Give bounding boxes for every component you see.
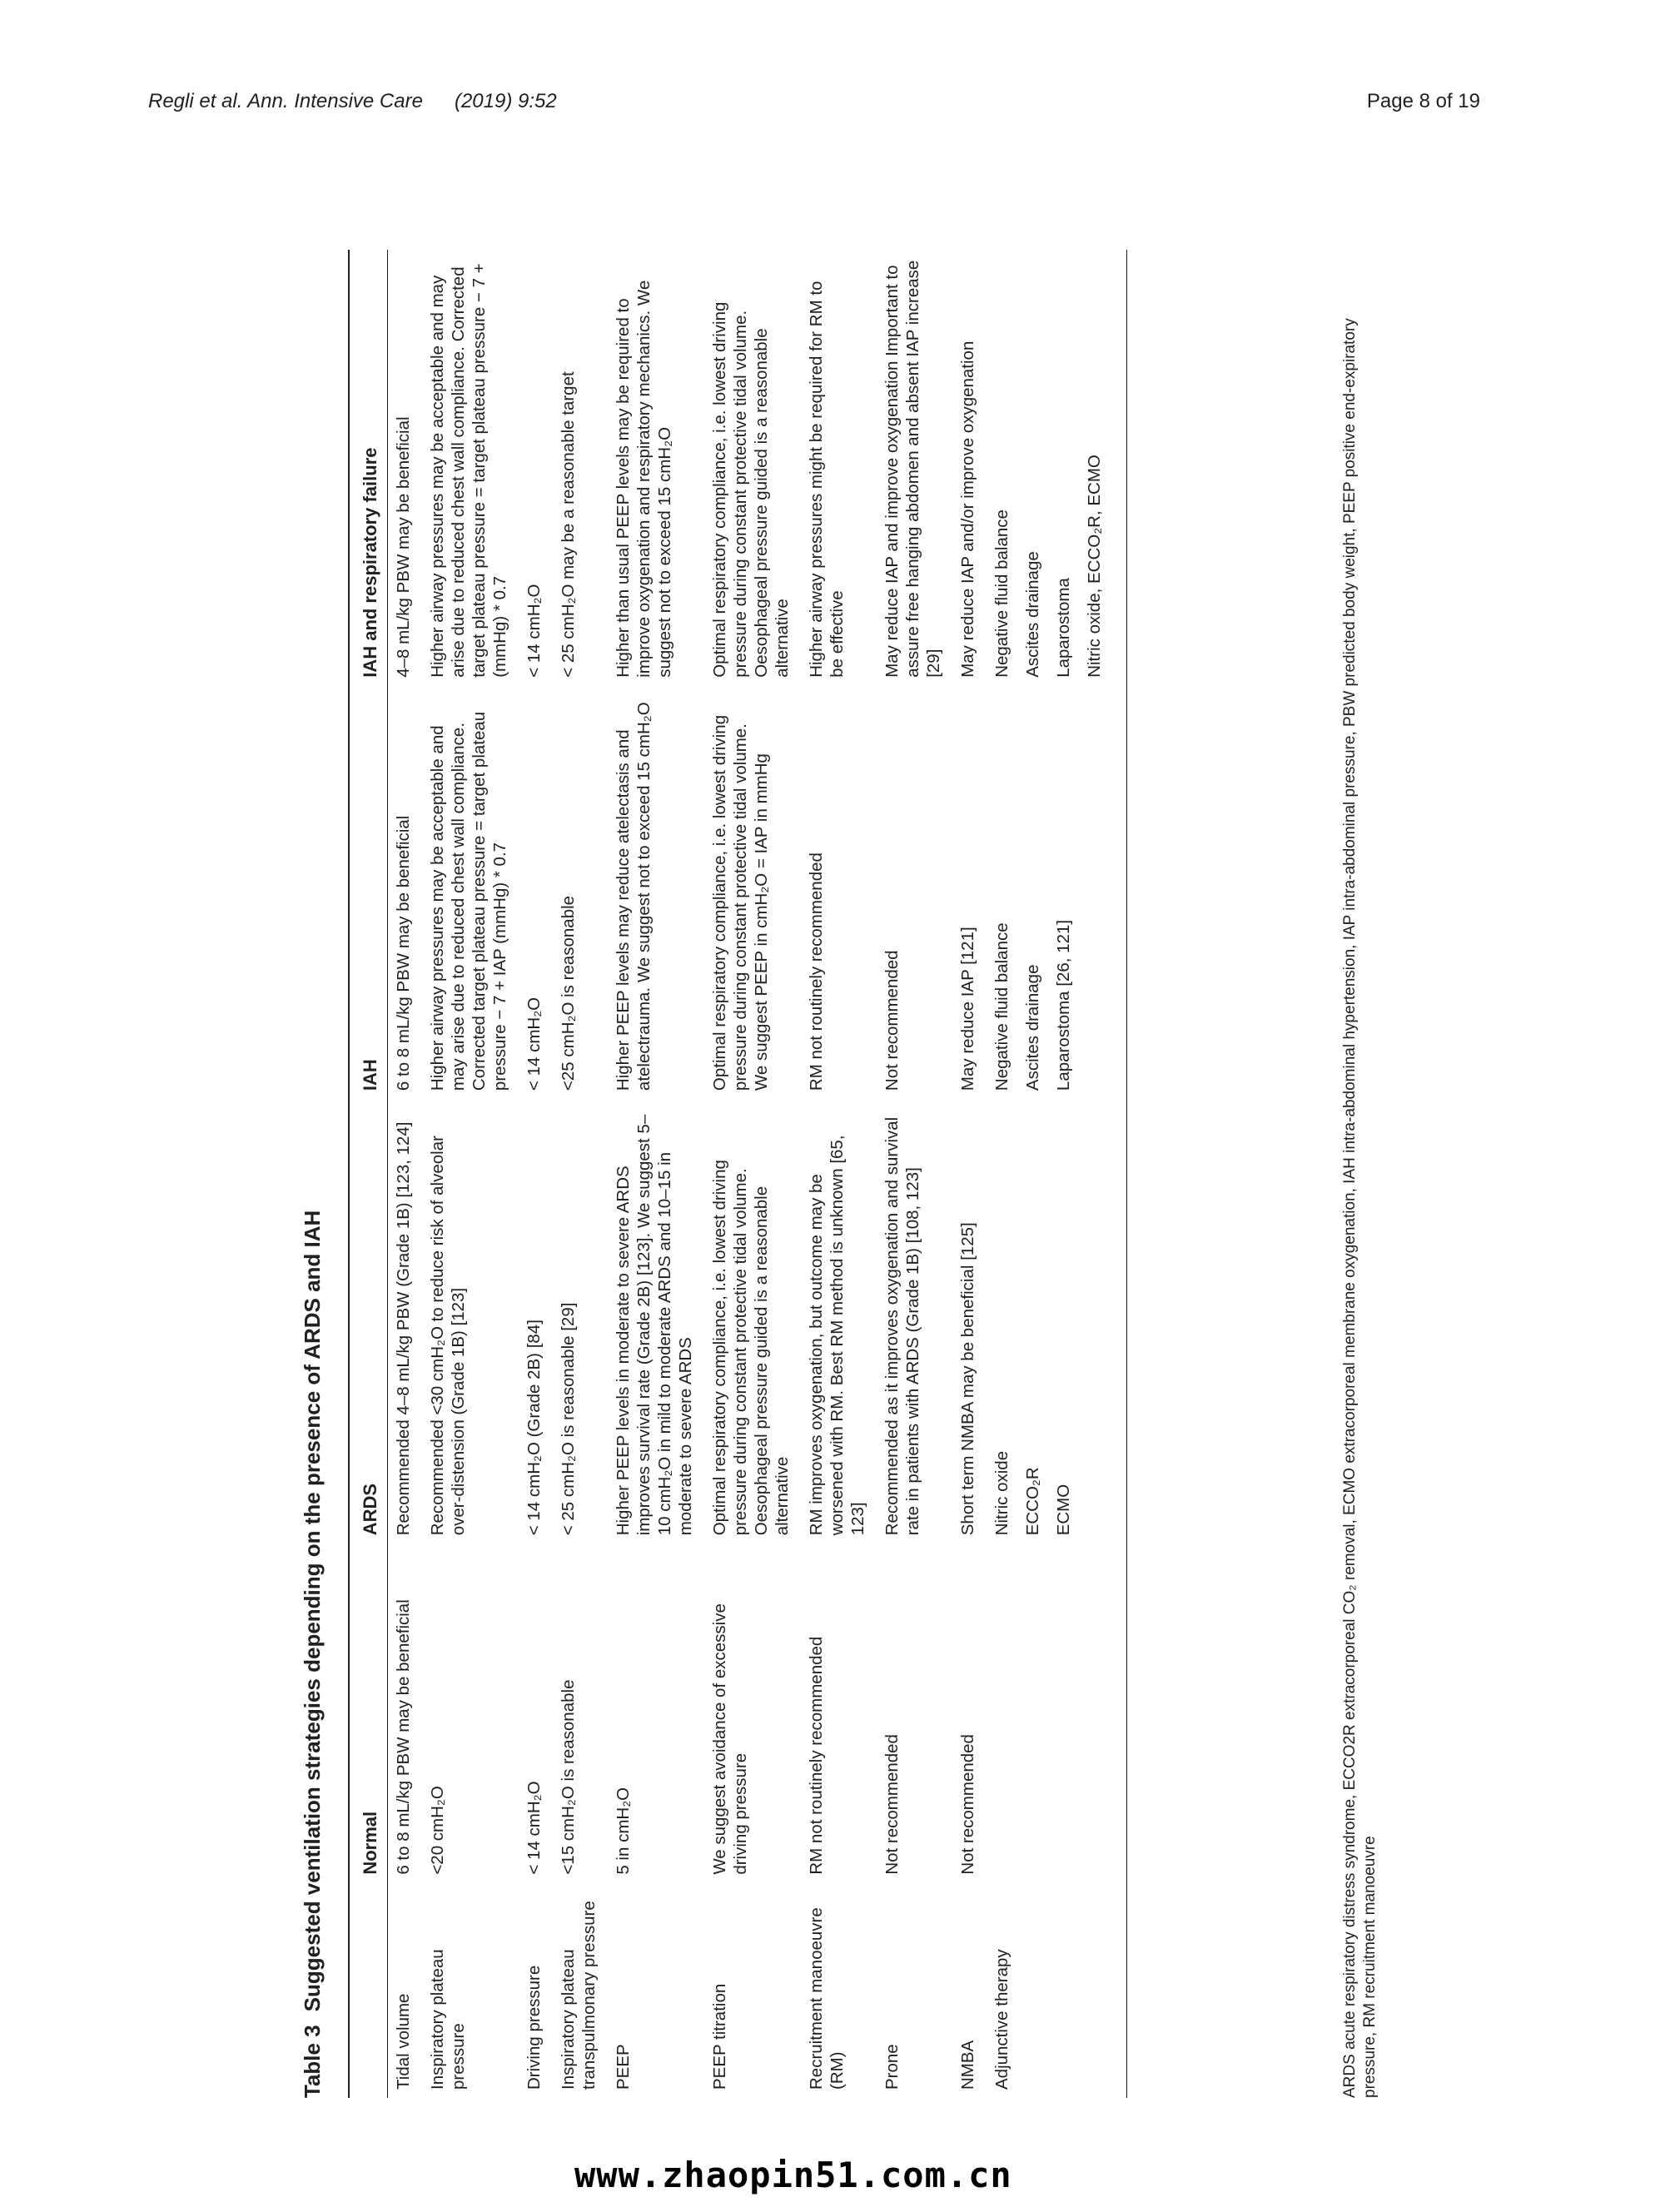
list-item: Ascites drainage <box>1023 964 1042 1091</box>
volume-citation: (2019) 9:52 <box>454 90 557 112</box>
running-header <box>148 90 557 113</box>
cell-iah: Not recommended <box>882 950 902 1091</box>
cell-iah-rf: Optimal respiratory compliance, i.e. lowest driving pressure during constant protective tidal volume. Oesophageal pressure guided is a reasonable alternative <box>710 301 792 678</box>
cell-ards: Recommended as it improves oxygenation and survival rate in patients with ARDS (Grade 1B) [108, 123] <box>882 1116 922 1536</box>
table-row <box>704 250 801 2098</box>
cell-iah: Optimal respiratory compliance, i.e. lowest driving pressure during constant protective tidal volume. We suggest PEEP in cmH₂O = IAP in mmHg <box>710 714 771 1091</box>
cell-iah: May reduce IAP [121] <box>958 927 977 1091</box>
list-item: Laparostoma <box>1054 578 1073 678</box>
cell-normal: RM not routinely recommended <box>807 1636 826 1875</box>
cell-ards <box>987 1099 1127 1543</box>
list-item: Negative fluid balance <box>992 922 1011 1091</box>
cell-normal: 6 to 8 mL/kg PBW may be beneficial <box>394 1599 413 1875</box>
table-row <box>388 250 423 2098</box>
row-label: Inspiratory plateau pressure <box>428 1949 468 2090</box>
table-caption: Suggested ventilation strategies depending on the presence of ARDS and IAH <box>300 1210 325 2012</box>
row-label: Inspiratory plateau transpulmonary pressure <box>559 1901 599 2090</box>
list-item: Nitric oxide <box>992 1450 1011 1536</box>
cell-normal: <20 cmH₂O <box>428 1786 447 1875</box>
row-label: NMBA <box>958 2040 977 2090</box>
table-row <box>608 250 704 2098</box>
list-item: ECMO <box>1054 1484 1073 1536</box>
table-label: Table 3 <box>300 2025 325 2098</box>
row-label: Driving pressure <box>524 1965 544 2090</box>
cell-iah-rf: Higher airway pressures might be required for RM to be effective <box>807 281 847 678</box>
col-header-iah: IAH <box>349 686 388 1099</box>
row-label: Adjunctive therapy <box>987 1883 1127 2098</box>
row-label: Tidal volume <box>394 1993 413 2090</box>
table-row <box>877 250 952 2098</box>
cell-iah-rf: 4–8 mL/kg PBW may be beneficial <box>394 416 413 678</box>
watermark-text: www.zhaopin51.com.cn <box>574 2155 1012 2195</box>
table-row <box>553 250 608 2098</box>
row-label: PEEP titration <box>710 1983 729 2090</box>
list-item: Negative fluid balance <box>992 510 1011 678</box>
cell-iah-rf: < 14 cmH₂O <box>524 584 544 678</box>
cell-ards: Higher PEEP levels in moderate to severe ARDS improves survival rate (Grade 2B) [123]. We suggest 5–10 cmH₂O in mild to moderate ARDS and 10–15 in moderate to severe ARDS <box>614 1114 695 1536</box>
list-item: Ascites drainage <box>1023 551 1042 678</box>
cell-ards: Optimal respiratory compliance, i.e. lowest driving pressure during constant protective tidal volume. Oesophageal pressure guided is a reasonable alternative <box>710 1160 792 1536</box>
table-footnote: ARDS acute respiratory distress syndrome, ECCO2R extracorporeal CO₂ removal, ECMO extracorporeal membrane oxygenation, IAH intra-abdominal hypertension, IAP intra-abdominal pressure, PBW predicted body weight, PEEP positive end-expiratory pressure, RM recruitment manoeuvre <box>1341 318 1379 2098</box>
col-header-parameter <box>349 1883 388 2098</box>
cell-normal: 5 in cmH₂O <box>614 1787 633 1875</box>
table-row <box>987 250 1127 2098</box>
cell-ards: Recommended 4–8 mL/kg PBW (Grade 1B) [123, 124] <box>394 1121 413 1536</box>
page-number: Page 8 of 19 <box>1366 90 1480 112</box>
row-label: Recruitment manoeuvre (RM) <box>807 1907 847 2090</box>
cell-iah <box>987 686 1127 1099</box>
cell-iah-rf: May reduce IAP and improve oxygenation Important to assure free hanging abdomen and absent IAP increase [29] <box>882 260 943 678</box>
table-title <box>300 1210 326 2098</box>
cell-normal: We suggest avoidance of excessive driving pressure <box>710 1603 750 1875</box>
list-item: Laparostoma [26, 121] <box>1054 919 1073 1091</box>
cell-iah: RM not routinely recommended <box>807 852 826 1091</box>
cell-iah: Higher PEEP levels may reduce atelectasis and atelectrauma. We suggest not to exceed 15 cmH₂O <box>614 702 654 1091</box>
journal-citation: Regli et al. Ann. Intensive Care <box>148 90 423 112</box>
cell-iah-rf <box>987 250 1127 686</box>
cell-ards: RM improves oxygenation, but outcome may be worsened with RM. Best RM method is unknown [65, 123] <box>807 1135 867 1536</box>
cell-ards: < 25 cmH₂O is reasonable [29] <box>559 1302 578 1536</box>
col-header-iah-respiratory-failure: IAH and respiratory failure <box>349 250 388 686</box>
cell-ards: Recommended <30 cmH₂O to reduce risk of alveolar over-distension (Grade 1B) [123] <box>428 1136 468 1536</box>
cell-iah: Higher airway pressures may be acceptable and may arise due to reduced chest wall compliance. Corrected target plateau pressure = target plateau pressure − 7 + IAP (mmHg) * 0.7 <box>428 711 509 1091</box>
cell-iah-rf: Higher than usual PEEP levels may be required to improve oxygenation and respiratory mechanics. We suggest not to exceed 15 cmH₂O <box>614 280 674 678</box>
list-item: ECCO₂R <box>1023 1467 1042 1536</box>
row-label: Prone <box>882 2044 902 2090</box>
ventilation-strategies-table <box>348 250 1127 2098</box>
cell-normal: < 14 cmH₂O <box>524 1781 544 1875</box>
table-row <box>801 250 877 2098</box>
col-header-ards: ARDS <box>349 1099 388 1543</box>
table-row <box>952 250 987 2098</box>
cell-iah-rf: Higher airway pressures may be acceptable and may arise due to reduced chest wall compliance. Corrected target plateau pressure = target plateau pressure − 7 + (mmHg) * 0.7 <box>428 263 509 678</box>
cell-normal: <15 cmH₂O is reasonable <box>559 1679 578 1875</box>
table-header-row <box>349 250 388 2098</box>
cell-iah-rf: May reduce IAP and/or improve oxygenation <box>958 340 977 678</box>
cell-normal: Not recommended <box>882 1734 902 1875</box>
cell-iah: 6 to 8 mL/kg PBW may be beneficial <box>394 815 413 1091</box>
cell-normal: Not recommended <box>958 1734 977 1875</box>
cell-iah: < 14 cmH₂O <box>524 997 544 1091</box>
cell-normal <box>987 1543 1127 1882</box>
col-header-normal: Normal <box>349 1543 388 1882</box>
cell-iah-rf: < 25 cmH₂O may be a reasonable target <box>559 371 578 678</box>
list-item: Nitric oxide, ECCO₂R, ECMO <box>1085 455 1104 678</box>
table-row <box>422 250 519 2098</box>
table-row <box>519 250 553 2098</box>
rotated-table-region <box>300 241 1379 2098</box>
row-label: PEEP <box>614 2044 633 2090</box>
cell-ards: < 14 cmH₂O (Grade 2B) [84] <box>524 1320 544 1536</box>
cell-ards: Short term NMBA may be beneficial [125] <box>958 1222 977 1536</box>
cell-iah: <25 cmH₂O is reasonable <box>559 895 578 1091</box>
